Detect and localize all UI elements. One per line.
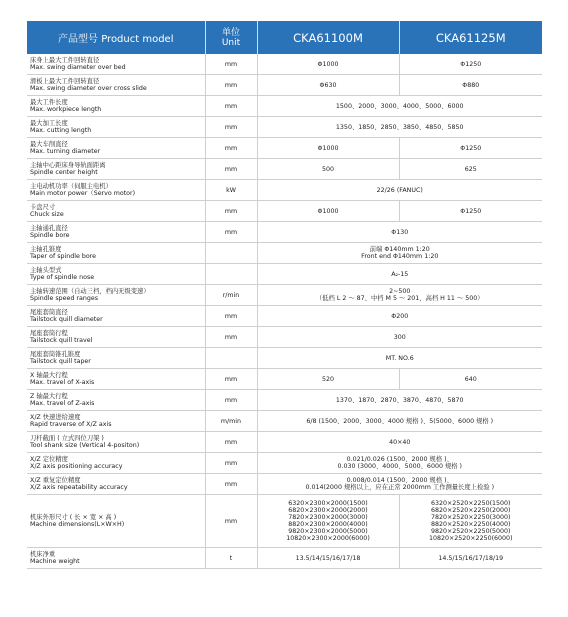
spec-name-zh: 卡盘尺寸 (30, 204, 56, 211)
spec-value-line: Front end Φ140mm 1:20 (361, 253, 439, 260)
header-model-a: CKA61100M (257, 21, 399, 54)
table-row (27, 117, 542, 138)
spec-name (27, 117, 205, 138)
spec-value-model-b: 640 (399, 369, 542, 390)
spec-value-model-b: 625 (399, 159, 542, 180)
spec-value-shared (257, 306, 542, 327)
spec-value-line: 10820×2520×2250(6000) (428, 535, 513, 542)
spec-unit: mm (205, 369, 257, 390)
spec-value-model-a: 13.5/14/15/16/17/18 (257, 548, 399, 569)
spec-name-en: Tool shank size (Vertical 4-positon) (30, 442, 140, 449)
spec-name (27, 264, 205, 285)
spec-name-en: Type of spindle nose (30, 274, 95, 281)
spec-name (27, 306, 205, 327)
spec-value-line: 9820×2300×2000(5000) (288, 528, 368, 535)
spec-name-zh: 主电动机功率（伺服主电机） (30, 183, 112, 190)
spec-name (27, 411, 205, 432)
spec-name-zh: 滑板上最大工件回转直径 (30, 78, 100, 85)
table-row (27, 327, 542, 348)
spec-unit: mm (205, 96, 257, 117)
spec-value-shared (257, 96, 542, 117)
table-row (27, 201, 542, 222)
spec-unit (205, 243, 257, 264)
spec-name-zh: 最大车削直径 (30, 141, 68, 148)
spec-name-zh: Z 轴最大行程 (30, 393, 68, 400)
spec-unit: mm (205, 222, 257, 243)
table-row (27, 138, 542, 159)
spec-name (27, 495, 205, 548)
spec-value-shared (257, 243, 542, 264)
spec-value-line: （低档 L 2 ～ 87、中档 M 5 ～ 201、高档 H 11 ～ 500） (315, 295, 484, 302)
spec-name-en: X/Z axis repeatability accuracy (30, 484, 128, 491)
spec-value-shared (257, 432, 542, 453)
spec-table (27, 21, 542, 569)
spec-name-zh: 最大工件长度 (30, 99, 68, 106)
spec-name-zh: 主轴中心距床身导轨面距离 (30, 162, 106, 169)
spec-value-line: 6320×2300×2000(1500) (288, 500, 368, 507)
spec-name-zh: X/Z 重复定位精度 (30, 477, 81, 484)
header-unit (205, 21, 257, 54)
spec-name (27, 54, 205, 75)
spec-value-shared (257, 390, 542, 411)
table-row (27, 390, 542, 411)
spec-name-en: Max. turning diameter (30, 148, 101, 155)
spec-unit: mm (205, 327, 257, 348)
spec-unit: mm (205, 495, 257, 548)
spec-value-line: 8820×2300×2000(4000) (288, 521, 368, 528)
table-row (27, 495, 542, 548)
spec-name-en: Spindle bore (30, 232, 70, 239)
header-unit-en: Unit (221, 37, 241, 48)
spec-name-zh: 主轴转速范围（自动三档，档内无级变速） (30, 288, 150, 295)
spec-name-en: Chuck size (30, 211, 64, 218)
spec-name-zh: 主轴通孔直径 (30, 225, 68, 232)
header-row (27, 21, 542, 54)
spec-name (27, 474, 205, 495)
table-row (27, 222, 542, 243)
spec-name (27, 285, 205, 306)
spec-name (27, 96, 205, 117)
spec-name (27, 548, 205, 569)
spec-body (27, 54, 542, 569)
spec-name-zh: X 轴最大行程 (30, 372, 68, 379)
spec-name-en: Tailstock quill travel (30, 337, 93, 344)
spec-unit (205, 264, 257, 285)
spec-value-model-b: 14.5/15/16/17/18/19 (399, 548, 542, 569)
table-row (27, 264, 542, 285)
spec-name-zh: 机床外形尺寸 ( 长 × 宽 × 高 ) (30, 514, 117, 521)
spec-name-en: Max. travel of X-axis (30, 379, 95, 386)
spec-name-en: Main motor power（Servo motor) (30, 190, 136, 197)
spec-value-model-a: 520 (257, 369, 399, 390)
table-row (27, 306, 542, 327)
spec-name-zh: 主轴孔锥度 (30, 246, 62, 253)
spec-value-line: 1350、1850、2850、3850、4850、5850 (335, 123, 464, 131)
spec-value-line: 0.014(2000 规格以上，应在正常 2000mm 工作测量长度上检验 ) (305, 484, 495, 491)
spec-name (27, 180, 205, 201)
spec-name-zh: X/Z 定位精度 (30, 456, 68, 463)
spec-value-shared (257, 180, 542, 201)
spec-unit: mm (205, 117, 257, 138)
spec-value-model-a: Φ1000 (257, 201, 399, 222)
table-row (27, 548, 542, 569)
spec-name-zh: 尾座套筒锥孔锥度 (30, 351, 81, 358)
spec-name (27, 390, 205, 411)
spec-unit: mm (205, 54, 257, 75)
spec-value-line: 6/8 (1500、2000、3000、4000 规格 )、5(5000、6000 规格 ) (306, 417, 494, 425)
spec-value-line: MT. NO.6 (385, 354, 414, 362)
spec-unit: mm (205, 201, 257, 222)
spec-value-line: 9820×2520×2250(5000) (430, 528, 511, 535)
header-model-b: CKA61125M (399, 21, 542, 54)
spec-value-line: 6820×2300×2000(2000) (288, 507, 368, 514)
spec-name-en: Tailstock quill taper (30, 358, 91, 365)
spec-name (27, 327, 205, 348)
spec-value-line: 6320×2520×2250(1500) (430, 500, 511, 507)
spec-name-en: Machine weight (30, 558, 80, 565)
spec-name-en: Max. cutting length (30, 127, 92, 134)
spec-value-model-a: 500 (257, 159, 399, 180)
spec-value-line: 0.008/0.014 (1500、2000 规格 )、 (346, 477, 453, 484)
spec-value-line: 6820×2520×2250(2000) (430, 507, 511, 514)
spec-value-shared (257, 327, 542, 348)
spec-unit: r/min (205, 285, 257, 306)
table-row (27, 432, 542, 453)
spec-name (27, 159, 205, 180)
spec-value-line: 7820×2300×2000(3000) (288, 514, 368, 521)
spec-name-zh: 主轴头型式 (30, 267, 62, 274)
spec-name (27, 222, 205, 243)
spec-name (27, 453, 205, 474)
spec-unit: kW (205, 180, 257, 201)
table-row (27, 369, 542, 390)
spec-value-model-b: Φ880 (399, 75, 542, 96)
table-row (27, 180, 542, 201)
spec-value-line: 前端 Φ140mm 1:20 (369, 246, 430, 253)
table-row (27, 348, 542, 369)
table-row (27, 96, 542, 117)
spec-value-line: 22/26 (FANUC) (376, 186, 423, 194)
spec-value-model-b: Φ1250 (399, 54, 542, 75)
spec-name-en: Max. workpiece length (30, 106, 102, 113)
spec-value-line: 7820×2520×2250(3000) (430, 514, 511, 521)
spec-unit: mm (205, 75, 257, 96)
table-row (27, 285, 542, 306)
spec-value-line: 300 (393, 333, 406, 341)
spec-name-en: Spindle center height (30, 169, 98, 176)
spec-value-shared (257, 411, 542, 432)
spec-name-en: Max. swing diameter over bed (30, 64, 126, 71)
spec-value-line: 10820×2300×2000(6000) (286, 535, 370, 542)
spec-name (27, 138, 205, 159)
spec-unit: mm (205, 474, 257, 495)
spec-name-zh: X/Z 快速进给速度 (30, 414, 81, 421)
spec-value-shared (257, 117, 542, 138)
spec-name-en: X/Z axis positioning accuracy (30, 463, 123, 470)
spec-name (27, 75, 205, 96)
spec-value-line: 0.021/0.026 (1500、2000 规格 )、 (346, 456, 453, 463)
spec-name-en: Max. travel of Z-axis (30, 400, 95, 407)
spec-unit: mm (205, 453, 257, 474)
spec-value-shared (257, 453, 542, 474)
spec-unit: t (205, 548, 257, 569)
table-row (27, 159, 542, 180)
spec-name (27, 243, 205, 264)
spec-name-en: Tailstock quill diameter (30, 316, 103, 323)
table-row (27, 411, 542, 432)
header-unit-zh: 单位 (221, 27, 240, 38)
spec-unit: mm (205, 390, 257, 411)
spec-value-model-a (257, 495, 399, 548)
spec-value-line: Φ130 (391, 228, 409, 236)
spec-value-line: 2~500 (389, 288, 411, 295)
spec-name-zh: 刀杆截面 ( 立式四位刀架 ) (30, 435, 104, 442)
table-row (27, 453, 542, 474)
spec-name (27, 348, 205, 369)
spec-value-line: 8820×2520×2250(4000) (430, 521, 511, 528)
table-row (27, 243, 542, 264)
spec-name-zh: 最大加工长度 (30, 120, 68, 127)
spec-name-en: Rapid traverse of X/Z axis (30, 421, 112, 428)
spec-value-shared (257, 285, 542, 306)
spec-value-shared (257, 222, 542, 243)
spec-unit (205, 348, 257, 369)
spec-value-model-b: Φ1250 (399, 201, 542, 222)
spec-name (27, 432, 205, 453)
spec-name (27, 201, 205, 222)
spec-unit: mm (205, 306, 257, 327)
spec-unit: m/min (205, 411, 257, 432)
spec-name-en: Spindle speed ranges (30, 295, 98, 302)
spec-name-en: Machine dimensions(L×W×H) (30, 521, 125, 528)
spec-value-line: A₂-15 (391, 270, 409, 278)
spec-value-model-a: Φ630 (257, 75, 399, 96)
spec-value-line: 40×40 (389, 438, 411, 446)
spec-value-shared (257, 348, 542, 369)
spec-name-en: Taper of spindle bore (30, 253, 97, 260)
spec-value-line: 1370、1870、2870、3870、4870、5870 (335, 396, 464, 404)
spec-name-zh: 尾座套筒直径 (30, 309, 68, 316)
spec-name-zh: 床身上最大工件回转直径 (30, 57, 100, 64)
spec-name (27, 369, 205, 390)
spec-sheet (27, 21, 542, 569)
spec-value-shared (257, 264, 542, 285)
spec-value-model-b: Φ1250 (399, 138, 542, 159)
spec-name-zh: 机床净重 (30, 551, 56, 558)
spec-value-line: Φ200 (391, 312, 409, 320)
table-row (27, 75, 542, 96)
spec-value-model-a: Φ1000 (257, 138, 399, 159)
spec-name-en: Max. swing diameter over cross slide (30, 85, 147, 92)
spec-value-model-a: Φ1000 (257, 54, 399, 75)
spec-unit: mm (205, 138, 257, 159)
spec-name-zh: 尾座套筒行程 (30, 330, 68, 337)
spec-value-shared (257, 474, 542, 495)
header-product-model: 产品型号 Product model (27, 21, 205, 54)
spec-unit: mm (205, 159, 257, 180)
spec-unit: mm (205, 432, 257, 453)
spec-value-model-b (399, 495, 542, 548)
spec-value-line: 0.030 (3000、4000、5000、6000 规格 ) (337, 463, 463, 470)
table-row (27, 474, 542, 495)
table-row (27, 54, 542, 75)
spec-value-line: 1500、2000、3000、4000、5000、6000 (335, 102, 464, 110)
